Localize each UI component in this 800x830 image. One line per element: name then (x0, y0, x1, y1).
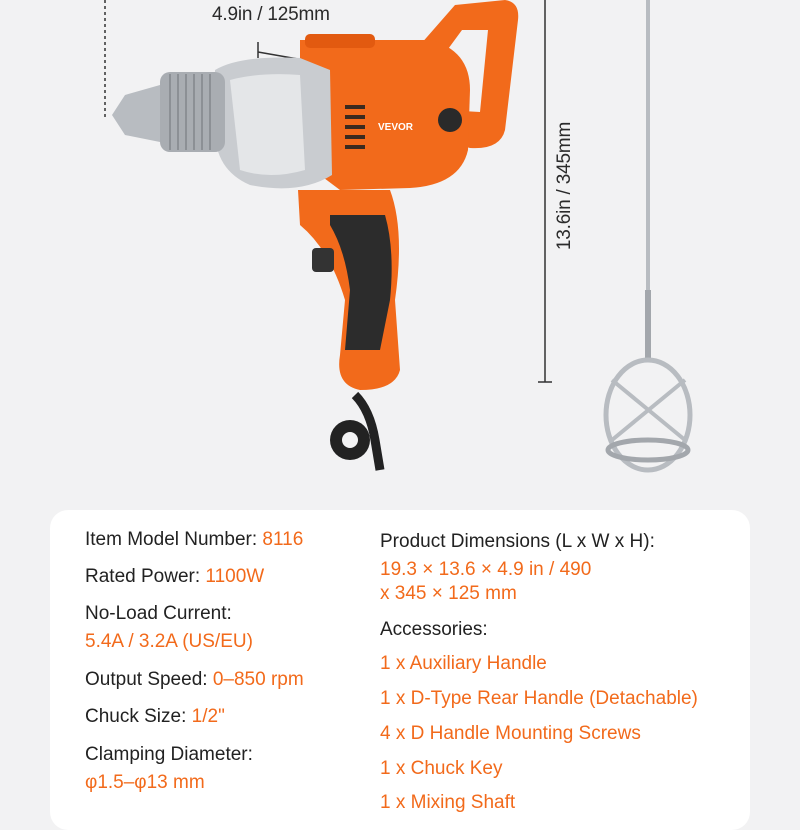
height-dimension-label: 13.6in / 345mm (554, 121, 575, 251)
spec-chuck-label: Chuck Size: (85, 706, 192, 727)
spec-speed-value: 0–850 rpm (212, 669, 304, 690)
spec-clamp-value: φ1.5–φ13 mm (85, 772, 205, 793)
spec-model-value: 8116 (262, 529, 304, 550)
accessory-item: 1 x D-Type Rear Handle (Detachable) (380, 688, 698, 709)
spec-power-value: 1100W (205, 566, 265, 587)
spec-current-label: No-Load Current: (85, 603, 232, 624)
spec-dimensions-value-2: x 345 × 125 mm (380, 583, 517, 604)
spec-dimensions-label: Product Dimensions (L x W x H): (380, 531, 655, 552)
spec-speed-label: Output Speed: (85, 669, 213, 690)
spec-speed (85, 668, 304, 692)
spec-power-label: Rated Power: (85, 566, 206, 587)
spec-chuck-value: 1/2" (191, 706, 225, 727)
spec-model (85, 528, 303, 552)
spec-clamp-label: Clamping Diameter: (85, 744, 253, 765)
depth-dimension-label: 4.9in / 125mm (212, 4, 330, 25)
spec-chuck (85, 705, 225, 729)
accessory-item: 1 x Auxiliary Handle (380, 653, 547, 674)
spec-model-label: Item Model Number: (85, 529, 263, 550)
svg-text:VEVOR: VEVOR (378, 122, 414, 133)
spec-card (50, 510, 750, 830)
accessory-item: 4 x D Handle Mounting Screws (380, 723, 641, 744)
accessories-label: Accessories: (380, 619, 488, 640)
chuck-nose (112, 85, 160, 142)
spec-current-value: 5.4A / 3.2A (US/EU) (85, 631, 253, 652)
spec-dimensions-value-1: 19.3 × 13.6 × 4.9 in / 490 (380, 559, 592, 580)
speed-dial (438, 108, 462, 132)
spec-power (85, 565, 264, 589)
accessory-item: 1 x Mixing Shaft (380, 792, 516, 813)
accessory-item: 1 x Chuck Key (380, 758, 503, 779)
mixing-paddle-ring (606, 360, 690, 470)
